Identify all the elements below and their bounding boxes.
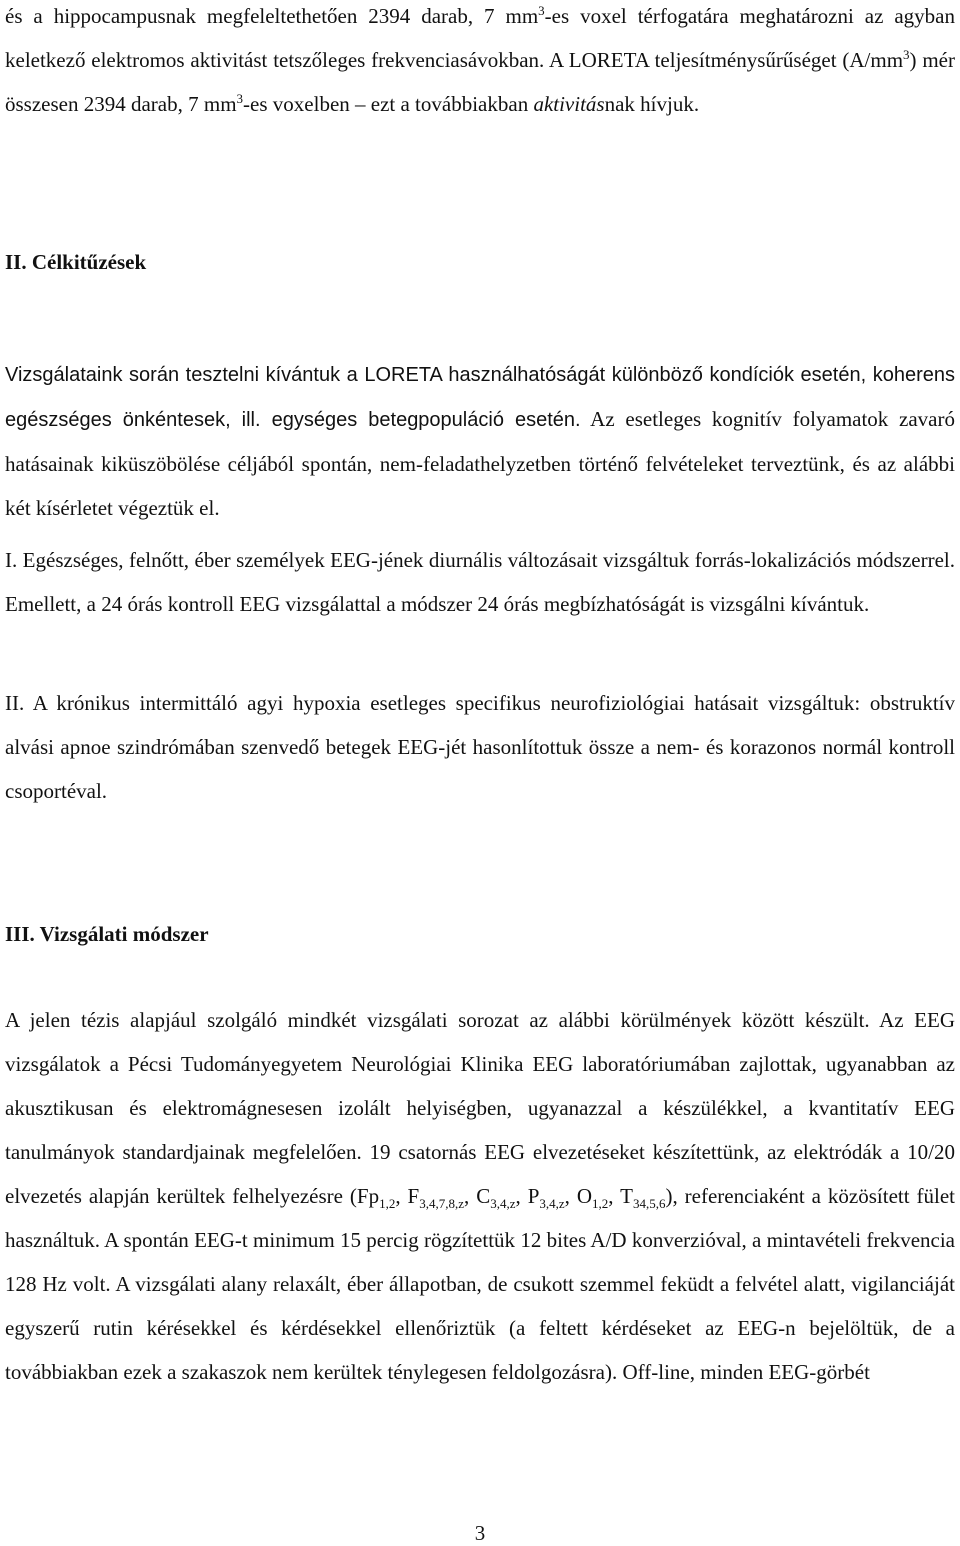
intro-text-4: -es voxelben – ezt a továbbiakban — [243, 92, 534, 116]
intro-italic-term: aktivitás — [533, 92, 605, 116]
objectives-text-sans: Vizsgálataink során tesztelni kívántuk a LORETA használhatóságát különböző kondíciók esetén, koherens egészséges önkéntesek, ill. egységes betegpopuláció esetén. — [5, 364, 955, 431]
objective-one-paragraph: I. Egészséges, felnőtt, éber személyek EEG-jének diurnális változásait vizsgáltuk forrás-lokalizációs módszerrel. Emellett, a 24 órás kontroll EEG vizsgálattal a módszer 24 órás megbízhatóságát is vizsgálni kívántuk. — [5, 548, 955, 616]
objectives-text-serif: Az esetleges kognitív folyamatok zavaró hatásainak kiküszöbölése céljából spontán, nem-feladathelyzetben történő felvételeket terveztünk, és az alábbi két kísérletet végeztük el. — [5, 407, 955, 520]
subscript-t: 34,5,6 — [632, 1196, 666, 1212]
section-heading-methods: III. Vizsgálati módszer — [5, 922, 209, 946]
methods-text-f: , T — [608, 1184, 633, 1208]
methods-text-c: , C — [464, 1184, 491, 1208]
intro-text-1: és a hippocampusnak megfeleltethetően 2394 darab, 7 mm — [5, 4, 539, 28]
methods-text-b: , F — [395, 1184, 420, 1208]
objective-two-paragraph: II. A krónikus intermittáló agyi hypoxia esetleges specifikus neurofiziológiai hatásait vizsgáltuk: obstruktív alvási apnoe szindrómában szenvedő betegek EEG-jét hasonlítottuk össze a nem- és korazonos normál kontroll csoportéval. — [5, 691, 955, 803]
objectives-paragraph — [5, 352, 955, 530]
methods-text-e: , O — [564, 1184, 593, 1208]
subscript-f: 3,4,7,8,z — [419, 1196, 465, 1212]
superscript-3: 3 — [236, 91, 244, 106]
intro-paragraph — [5, 0, 955, 126]
subscript-c: 3,4,z — [490, 1196, 516, 1212]
intro-text-5: nak hívjuk. — [604, 92, 700, 116]
superscript-3: 3 — [538, 3, 545, 18]
methods-text-d: , P — [515, 1184, 540, 1208]
methods-text-g: ), referenciaként a közösített fület használtuk. A spontán EEG-t minimum 15 percig rögzítettük 12 bites A/D konverzióval, a mintavételi frekvencia 128 Hz volt. A vizsgálati alany relaxált, éber állapotban, de csukott szemmel feküdt a felvétel alatt, vigilanciáját egyszerű rutin kérésekkel és kérdésekkel ellenőriztük (a feltett kérdéseket az EEG-n bejelöltük, de a továbbiakban ezek a szakaszok nem kerültek ténylegesen feldolgozásra). Off-line, minden EEG-görbét — [5, 1184, 956, 1384]
intro-text-3: ) mér összesen 2394 darab, 7 mm — [5, 48, 955, 116]
subscript-p: 3,4,z — [539, 1196, 565, 1212]
superscript-3: 3 — [903, 47, 910, 62]
intro-text-2: -es voxel térfogatára meghatározni az agyban keletkező elektromos aktivitást tetszőleges frekvenciasávokban. A LORETA teljesítménysűrűséget (A/mm — [5, 4, 955, 72]
page-number: 3 — [474, 1521, 486, 1545]
subscript-o: 1,2 — [592, 1196, 609, 1212]
methods-text-a: A jelen tézis alapjául szolgáló mindkét vizsgálati sorozat az alábbi körülmények között készült. Az EEG vizsgálatok a Pécsi Tudományegyetem Neurológiai Klinika EEG laboratóriumában zajlottak, ugyanabban az akusztikusan és elektromágnesesen izolált helyiségben, ugyanazzal a készülékkel, a kvantitatív EEG tanulmányok standardjainak megfelelően. 19 csatornás EEG elvezetéseket készítettünk, az elektródák a 10/20 elvezetés alapján kerültek felhelyezésre (Fp — [5, 1008, 955, 1208]
section-heading-celkitutesek: II. Célkitűzések — [5, 250, 147, 274]
subscript-fp: 1,2 — [379, 1196, 396, 1212]
methods-paragraph — [5, 998, 955, 1394]
